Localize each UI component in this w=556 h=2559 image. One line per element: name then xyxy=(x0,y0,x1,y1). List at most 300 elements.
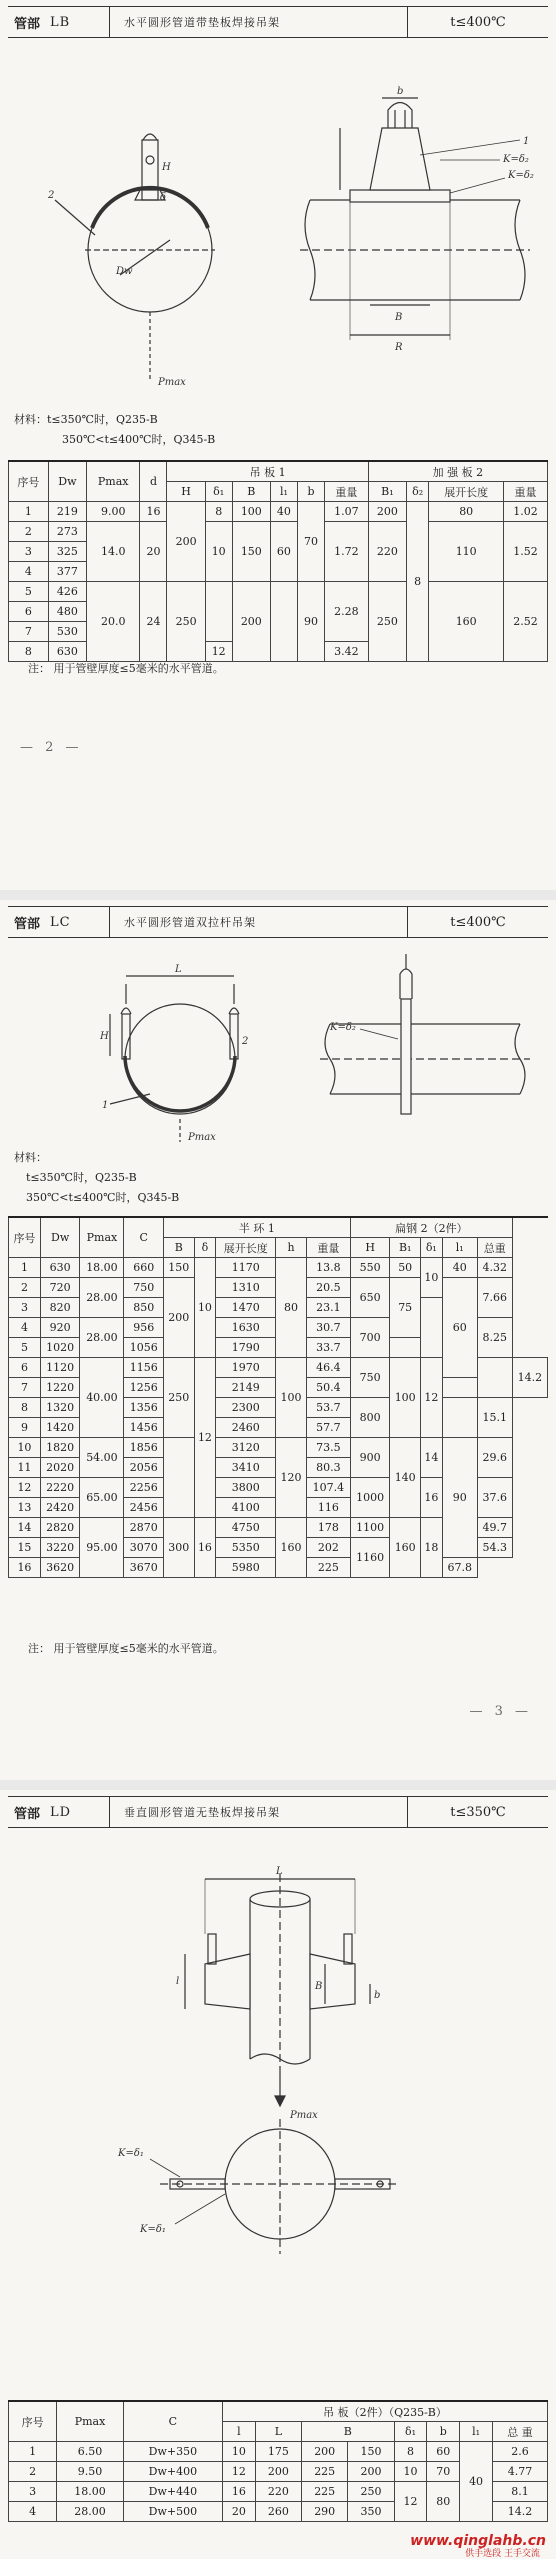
table-cell: 6 xyxy=(9,602,49,622)
table-cell: 220 xyxy=(255,2482,301,2502)
table-cell: 12 xyxy=(222,2462,255,2482)
table-cell: 9 xyxy=(9,1418,41,1438)
table-cell: 480 xyxy=(48,602,86,622)
table-cell: 8 xyxy=(9,1398,41,1418)
table-header-cell: Dw xyxy=(40,1217,80,1258)
table-cell xyxy=(442,1398,477,1438)
table-cell: 1630 xyxy=(216,1318,276,1338)
table-cell: 530 xyxy=(48,622,86,642)
table-header-cell: H xyxy=(350,1238,390,1258)
table-cell: 1456 xyxy=(124,1418,164,1438)
table-cell: 24 xyxy=(140,582,167,662)
table-row xyxy=(9,2442,548,2462)
table-cell: 1170 xyxy=(216,1258,276,1278)
table-cell: 73.5 xyxy=(306,1438,350,1458)
page-ld xyxy=(0,1790,556,2559)
table-cell: 150 xyxy=(232,522,270,582)
label-B: B xyxy=(395,312,403,323)
table-cell: 225 xyxy=(306,1558,350,1578)
table-cell: 7 xyxy=(9,1378,41,1398)
table-cell: 3620 xyxy=(40,1558,80,1578)
table-cell: 80 xyxy=(276,1258,307,1358)
table-cell: 54.00 xyxy=(80,1438,124,1478)
table-cell: 10 xyxy=(194,1258,216,1358)
table-header-cell: B₁ xyxy=(390,1238,421,1258)
drawing-ld xyxy=(0,1834,556,2314)
table-cell: 4.32 xyxy=(477,1258,512,1278)
table-cell: 50 xyxy=(390,1258,421,1278)
table-cell: 14 xyxy=(421,1438,443,1478)
table-cell: 2056 xyxy=(124,1458,164,1478)
table-row xyxy=(9,1438,548,1458)
table-cell: 1156 xyxy=(124,1358,164,1378)
watermark-slogan: 供手选段 王手交流 xyxy=(465,2549,540,2559)
table-cell: 225 xyxy=(302,2462,348,2482)
table-cell: 202 xyxy=(306,1538,350,1558)
table-cell: 9.50 xyxy=(57,2462,124,2482)
table-cell: 33.7 xyxy=(306,1338,350,1358)
table-cell: 65.00 xyxy=(80,1478,124,1518)
table-header-cell: δ₁ xyxy=(421,1238,443,1258)
label-weld1: K=δ₂ xyxy=(503,154,529,165)
label-b: b xyxy=(397,86,404,97)
table-header-cell: L xyxy=(255,2422,301,2442)
table-cell: 28.00 xyxy=(80,1318,124,1358)
table-cell: 3120 xyxy=(216,1438,276,1458)
table-cell: 14.2 xyxy=(512,1358,547,1398)
table-cell: 4 xyxy=(9,2502,57,2522)
table-header-cell: δ₁ xyxy=(205,482,232,502)
table-cell: 10 xyxy=(205,522,232,582)
table-cell: 1310 xyxy=(216,1278,276,1298)
table-header-cell: C xyxy=(124,1217,164,1258)
table-cell: 8.1 xyxy=(492,2482,547,2502)
table-cell: Dw+350 xyxy=(123,2442,222,2462)
table-cell: 95.00 xyxy=(80,1518,124,1578)
table-cell: 2.52 xyxy=(504,582,548,662)
spec-table-ld xyxy=(8,2400,548,2522)
temp-limit: t≤350℃ xyxy=(450,1804,506,1820)
table-header-cell: b xyxy=(427,2422,460,2442)
table-cell: 6 xyxy=(9,1358,41,1378)
table-header-cell: 吊 板 1 xyxy=(167,461,368,482)
table-cell: 4.77 xyxy=(492,2462,547,2482)
table-cell: 20 xyxy=(140,522,167,582)
table-cell: 5 xyxy=(9,1338,41,1358)
table-header-cell: 半 环 1 xyxy=(163,1217,350,1238)
table-cell: 28.00 xyxy=(80,1278,124,1318)
table-cell: 1820 xyxy=(40,1438,80,1458)
table-header-cell: B xyxy=(232,482,270,502)
table-cell: 29.6 xyxy=(477,1438,512,1478)
table-cell: 10 xyxy=(421,1258,443,1298)
table-cell: 1256 xyxy=(124,1378,164,1398)
table-cell: 3800 xyxy=(216,1478,276,1498)
table-cell: 40 xyxy=(442,1258,477,1278)
table-cell: 2.28 xyxy=(325,582,369,642)
table-cell: 16 xyxy=(9,1558,41,1578)
table-cell: 80 xyxy=(427,2482,460,2522)
table-header-cell: B₁ xyxy=(368,482,406,502)
table-header-cell: B xyxy=(302,2422,395,2442)
table-cell: 53.7 xyxy=(306,1398,350,1418)
table-cell: 250 xyxy=(167,582,205,662)
table-cell: 920 xyxy=(40,1318,80,1338)
table-cell: 150 xyxy=(163,1258,194,1278)
table-cell: 13 xyxy=(9,1498,41,1518)
table-cell: 4 xyxy=(9,1318,41,1338)
table-cell: 3070 xyxy=(124,1538,164,1558)
table-cell: 300 xyxy=(163,1518,194,1578)
page-lc xyxy=(0,900,556,1780)
usage-note: 注： 用于管壁厚度≤5毫米的水平管道。 xyxy=(28,662,224,675)
label-one: 1 xyxy=(102,1100,109,1111)
table-header-cell: l₁ xyxy=(460,2422,493,2442)
table-cell: 110 xyxy=(429,522,504,582)
table-cell: 350 xyxy=(348,2502,394,2522)
table-cell: 550 xyxy=(350,1258,390,1278)
table-header-cell: l₁ xyxy=(270,482,297,502)
table-cell: 18.00 xyxy=(57,2482,124,2502)
table-header-cell: C xyxy=(123,2401,222,2442)
label-H: H xyxy=(100,1031,109,1042)
table-cell: 1.02 xyxy=(504,502,548,522)
table-cell: 16 xyxy=(140,502,167,522)
label-weld2: K=δ₂ xyxy=(508,170,534,181)
table-header-cell: Pmax xyxy=(86,461,139,502)
table-cell: 1000 xyxy=(350,1478,390,1518)
table-cell: 290 xyxy=(302,2502,348,2522)
table-cell: 2456 xyxy=(124,1498,164,1518)
table-cell: 7 xyxy=(9,622,49,642)
label-pmax: Pmax xyxy=(158,377,186,388)
table-cell: 8.25 xyxy=(477,1318,512,1358)
table-cell: 15 xyxy=(9,1538,41,1558)
table-cell: 140 xyxy=(390,1438,421,1518)
table-cell: Dw+440 xyxy=(123,2482,222,2502)
table-cell: 1.52 xyxy=(504,522,548,582)
table-cell: 1056 xyxy=(124,1338,164,1358)
page-header: 管部 LC 水平圆形管道双拉杆吊架 t≤400℃ xyxy=(8,906,548,938)
table-cell: 107.4 xyxy=(306,1478,350,1498)
table-cell: 16 xyxy=(194,1518,216,1578)
table-cell: 14.0 xyxy=(86,522,139,582)
label-pmax: Pmax xyxy=(188,1132,216,1143)
table-cell: 23.1 xyxy=(306,1298,350,1318)
table-cell: 2300 xyxy=(216,1398,276,1418)
table-cell: 60 xyxy=(270,522,297,582)
table-cell: 60 xyxy=(427,2442,460,2462)
table-cell: 67.8 xyxy=(442,1558,477,1578)
table-cell: 90 xyxy=(297,582,324,662)
spec-table-lc xyxy=(8,1216,548,1578)
table-header-cell: B xyxy=(163,1238,194,1258)
table-cell: 15.1 xyxy=(477,1398,512,1438)
table-cell: 2 xyxy=(9,1278,41,1298)
page-title: 水平圆形管道双拉杆吊架 xyxy=(110,907,408,937)
table-cell: 54.3 xyxy=(477,1538,512,1558)
table-row xyxy=(9,522,548,542)
table-header-cell: 序号 xyxy=(9,461,49,502)
table-cell: 100 xyxy=(390,1358,421,1438)
table-cell: 250 xyxy=(368,582,406,662)
table-cell: 12 xyxy=(394,2482,427,2522)
table-cell: 3220 xyxy=(40,1538,80,1558)
table-cell: 57.7 xyxy=(306,1418,350,1438)
table-cell: 5980 xyxy=(216,1558,276,1578)
table-cell: 1 xyxy=(9,1258,41,1278)
table-cell: 9.00 xyxy=(86,502,139,522)
table-cell: 100 xyxy=(276,1358,307,1438)
table-cell: 250 xyxy=(348,2482,394,2502)
table-cell: 1 xyxy=(9,502,49,522)
table-cell: 650 xyxy=(350,1278,390,1318)
table-cell: 13.8 xyxy=(306,1258,350,1278)
table-cell: 720 xyxy=(40,1278,80,1298)
table-cell: 2460 xyxy=(216,1418,276,1438)
table-cell: 1 xyxy=(9,2442,57,2462)
table-cell: 3410 xyxy=(216,1458,276,1478)
table-header-cell: 加 强 板 2 xyxy=(368,461,547,482)
table-row xyxy=(9,502,548,522)
table-header-cell: 总 重 xyxy=(492,2422,547,2442)
table-cell: 12 xyxy=(194,1358,216,1518)
table-cell: 225 xyxy=(302,2482,348,2502)
table-cell: 1120 xyxy=(40,1358,80,1378)
table-cell: 40 xyxy=(460,2442,493,2522)
table-cell: 60 xyxy=(442,1278,477,1378)
table-header-cell: 展开长度 xyxy=(429,482,504,502)
table-cell: 12 xyxy=(9,1478,41,1498)
label-L: L xyxy=(276,1866,283,1877)
table-cell xyxy=(270,582,297,662)
table-cell: 20.5 xyxy=(306,1278,350,1298)
table-cell: 200 xyxy=(163,1278,194,1358)
table-cell: 2820 xyxy=(40,1518,80,1538)
table-header-cell: Dw xyxy=(48,461,86,502)
material-note: 材料：t≤350℃时，Q235-B 350℃<t≤400℃时，Q345-B xyxy=(14,413,216,446)
page-number: — 2 — xyxy=(20,740,83,755)
table-cell: 1220 xyxy=(40,1378,80,1398)
table-cell: 50.4 xyxy=(306,1378,350,1398)
dept-label: 管部 xyxy=(14,16,41,32)
table-cell xyxy=(421,1298,443,1358)
table-cell: 3 xyxy=(9,2482,57,2502)
table-cell: 2420 xyxy=(40,1498,80,1518)
table-header-cell: δ₂ xyxy=(406,482,428,502)
table-cell: 8 xyxy=(205,502,232,522)
table-cell: Dw+500 xyxy=(123,2502,222,2522)
table-cell: 12 xyxy=(205,642,232,662)
table-cell: 178 xyxy=(306,1518,350,1538)
table-cell: 28.00 xyxy=(57,2502,124,2522)
label-weld: K=δ₂ xyxy=(330,1022,356,1033)
table-cell: 10 xyxy=(222,2442,255,2462)
page-title: 水平圆形管道带垫板焊接吊架 xyxy=(110,7,408,37)
table-cell: 325 xyxy=(48,542,86,562)
table-cell xyxy=(205,582,232,642)
table-row xyxy=(9,582,548,602)
table-cell: 40.00 xyxy=(80,1358,124,1438)
table-cell: 1020 xyxy=(40,1338,80,1358)
table-cell: 46.4 xyxy=(306,1358,350,1378)
table-cell: 1320 xyxy=(40,1398,80,1418)
table-cell: 30.7 xyxy=(306,1318,350,1338)
table-cell: 11 xyxy=(9,1458,41,1478)
table-cell: 160 xyxy=(390,1518,421,1578)
page-title: 垂直圆形管道无垫板焊接吊架 xyxy=(110,1797,408,1827)
table-cell: 200 xyxy=(368,502,406,522)
table-cell: 175 xyxy=(255,2442,301,2462)
temp-limit: t≤400℃ xyxy=(450,14,506,30)
table-cell: 8 xyxy=(394,2442,427,2462)
table-header-cell: b xyxy=(297,482,324,502)
label-delta: δ xyxy=(160,192,167,203)
temp-limit: t≤400℃ xyxy=(450,914,506,930)
table-cell: 200 xyxy=(167,502,205,582)
table-cell: 14 xyxy=(9,1518,41,1538)
table-cell xyxy=(390,1338,421,1358)
table-cell: 4750 xyxy=(216,1518,276,1538)
table-header-cell: l₁ xyxy=(442,1238,477,1258)
table-cell: 18.00 xyxy=(80,1258,124,1278)
table-cell: 200 xyxy=(302,2442,348,2462)
table-cell: 75 xyxy=(390,1278,421,1338)
page-header: 管部 LD 垂直圆形管道无垫板焊接吊架 t≤350℃ xyxy=(8,1796,548,1828)
table-header-cell: δ xyxy=(194,1238,216,1258)
page-lb xyxy=(0,0,556,890)
table-cell: 1356 xyxy=(124,1398,164,1418)
table-cell: 160 xyxy=(276,1518,307,1578)
label-l: l xyxy=(176,1976,180,1987)
table-header-cell: H xyxy=(167,482,205,502)
table-cell: 8 xyxy=(9,642,49,662)
table-header-cell: Pmax xyxy=(57,2401,124,2442)
table-cell: 120 xyxy=(276,1438,307,1518)
table-header-cell: l xyxy=(222,2422,255,2442)
label-dw: Dw xyxy=(116,266,133,277)
table-cell: 1790 xyxy=(216,1338,276,1358)
table-cell: 1470 xyxy=(216,1298,276,1318)
table-cell: 12 xyxy=(421,1358,443,1438)
table-cell: 8 xyxy=(406,502,428,662)
table-cell: 900 xyxy=(350,1438,390,1478)
drawing-lb xyxy=(0,50,556,400)
table-cell: 2870 xyxy=(124,1518,164,1538)
label-b: b xyxy=(374,1990,381,2001)
label-pmax: Pmax xyxy=(290,2110,318,2121)
table-cell: Dw+400 xyxy=(123,2462,222,2482)
table-cell: 426 xyxy=(48,582,86,602)
label-weld1: K=δ₁ xyxy=(118,2148,144,2159)
table-cell: 10 xyxy=(394,2462,427,2482)
table-cell: 1.72 xyxy=(325,522,369,582)
table-cell: 1420 xyxy=(40,1418,80,1438)
label-weld2: K=δ₁ xyxy=(140,2224,166,2235)
table-cell: 3 xyxy=(9,542,49,562)
table-cell: 1100 xyxy=(350,1518,390,1538)
table-header-cell: 扁钢 2（2件） xyxy=(350,1217,512,1238)
table-cell: 200 xyxy=(255,2462,301,2482)
table-cell: 2.6 xyxy=(492,2442,547,2462)
table-cell: 3.42 xyxy=(325,642,369,662)
table-cell: 49.7 xyxy=(477,1518,512,1538)
table-cell: 956 xyxy=(124,1318,164,1338)
table-cell: 3 xyxy=(9,1298,41,1318)
table-cell: 1.07 xyxy=(325,502,369,522)
table-cell: 16 xyxy=(222,2482,255,2502)
table-header-cell: 展开长度 xyxy=(216,1238,276,1258)
table-cell: 16 xyxy=(421,1478,443,1518)
table-cell xyxy=(163,1438,194,1518)
table-header-cell: 吊 板（2件）（Q235-B） xyxy=(222,2401,547,2422)
table-header-cell: 重量 xyxy=(325,482,369,502)
material-note: 材料： t≤350℃时，Q235-B 350℃<t≤400℃时，Q345-B xyxy=(14,1151,180,1204)
spec-table-lb xyxy=(8,460,548,662)
table-cell: 40 xyxy=(270,502,297,522)
table-cell: 2 xyxy=(9,2462,57,2482)
table-cell: 4100 xyxy=(216,1498,276,1518)
table-cell: 2220 xyxy=(40,1478,80,1498)
table-cell: 200 xyxy=(232,582,270,662)
table-cell: 219 xyxy=(48,502,86,522)
table-cell: 5 xyxy=(9,582,49,602)
table-cell: 200 xyxy=(348,2462,394,2482)
label-two: 2 xyxy=(48,190,55,201)
table-cell: 250 xyxy=(163,1358,194,1438)
table-cell: 750 xyxy=(124,1278,164,1298)
table-cell: 630 xyxy=(40,1258,80,1278)
table-cell: 750 xyxy=(350,1358,390,1398)
table-cell: 260 xyxy=(255,2502,301,2522)
table-cell: 18 xyxy=(421,1518,443,1578)
table-cell: 630 xyxy=(48,642,86,662)
table-cell: 6.50 xyxy=(57,2442,124,2462)
table-cell: 377 xyxy=(48,562,86,582)
label-H: H xyxy=(162,162,171,173)
label-one: 1 xyxy=(523,136,530,147)
table-cell: 2 xyxy=(9,522,49,542)
table-cell: 1970 xyxy=(216,1358,276,1378)
table-header-cell: 总重 xyxy=(477,1238,512,1258)
table-cell: 850 xyxy=(124,1298,164,1318)
table-cell: 1160 xyxy=(350,1538,390,1578)
table-cell: 70 xyxy=(427,2462,460,2482)
watermark-logo: www.qinglahb.cn xyxy=(410,2533,546,2549)
series-code: LB xyxy=(50,14,71,30)
table-header-cell: 重量 xyxy=(306,1238,350,1258)
table-cell: 5350 xyxy=(216,1538,276,1558)
page-number: — 3 — xyxy=(469,1704,532,1719)
label-R: R xyxy=(395,342,403,353)
table-cell: 160 xyxy=(429,582,504,662)
table-cell: 820 xyxy=(40,1298,80,1318)
table-cell xyxy=(477,1358,512,1398)
table-cell: 10 xyxy=(9,1438,41,1458)
table-cell: 2020 xyxy=(40,1458,80,1478)
page-header xyxy=(8,6,548,38)
table-cell: 70 xyxy=(297,502,324,582)
table-header-cell: d xyxy=(140,461,167,502)
table-cell: 150 xyxy=(348,2442,394,2462)
table-cell: 20.0 xyxy=(86,582,139,662)
table-cell: 80.3 xyxy=(306,1458,350,1478)
table-cell: 7.66 xyxy=(477,1278,512,1318)
table-row xyxy=(9,1258,548,1278)
table-cell: 700 xyxy=(350,1318,390,1358)
table-cell: 220 xyxy=(368,522,406,582)
usage-note: 注： 用于管壁厚度≤5毫米的水平管道。 xyxy=(28,1642,224,1655)
